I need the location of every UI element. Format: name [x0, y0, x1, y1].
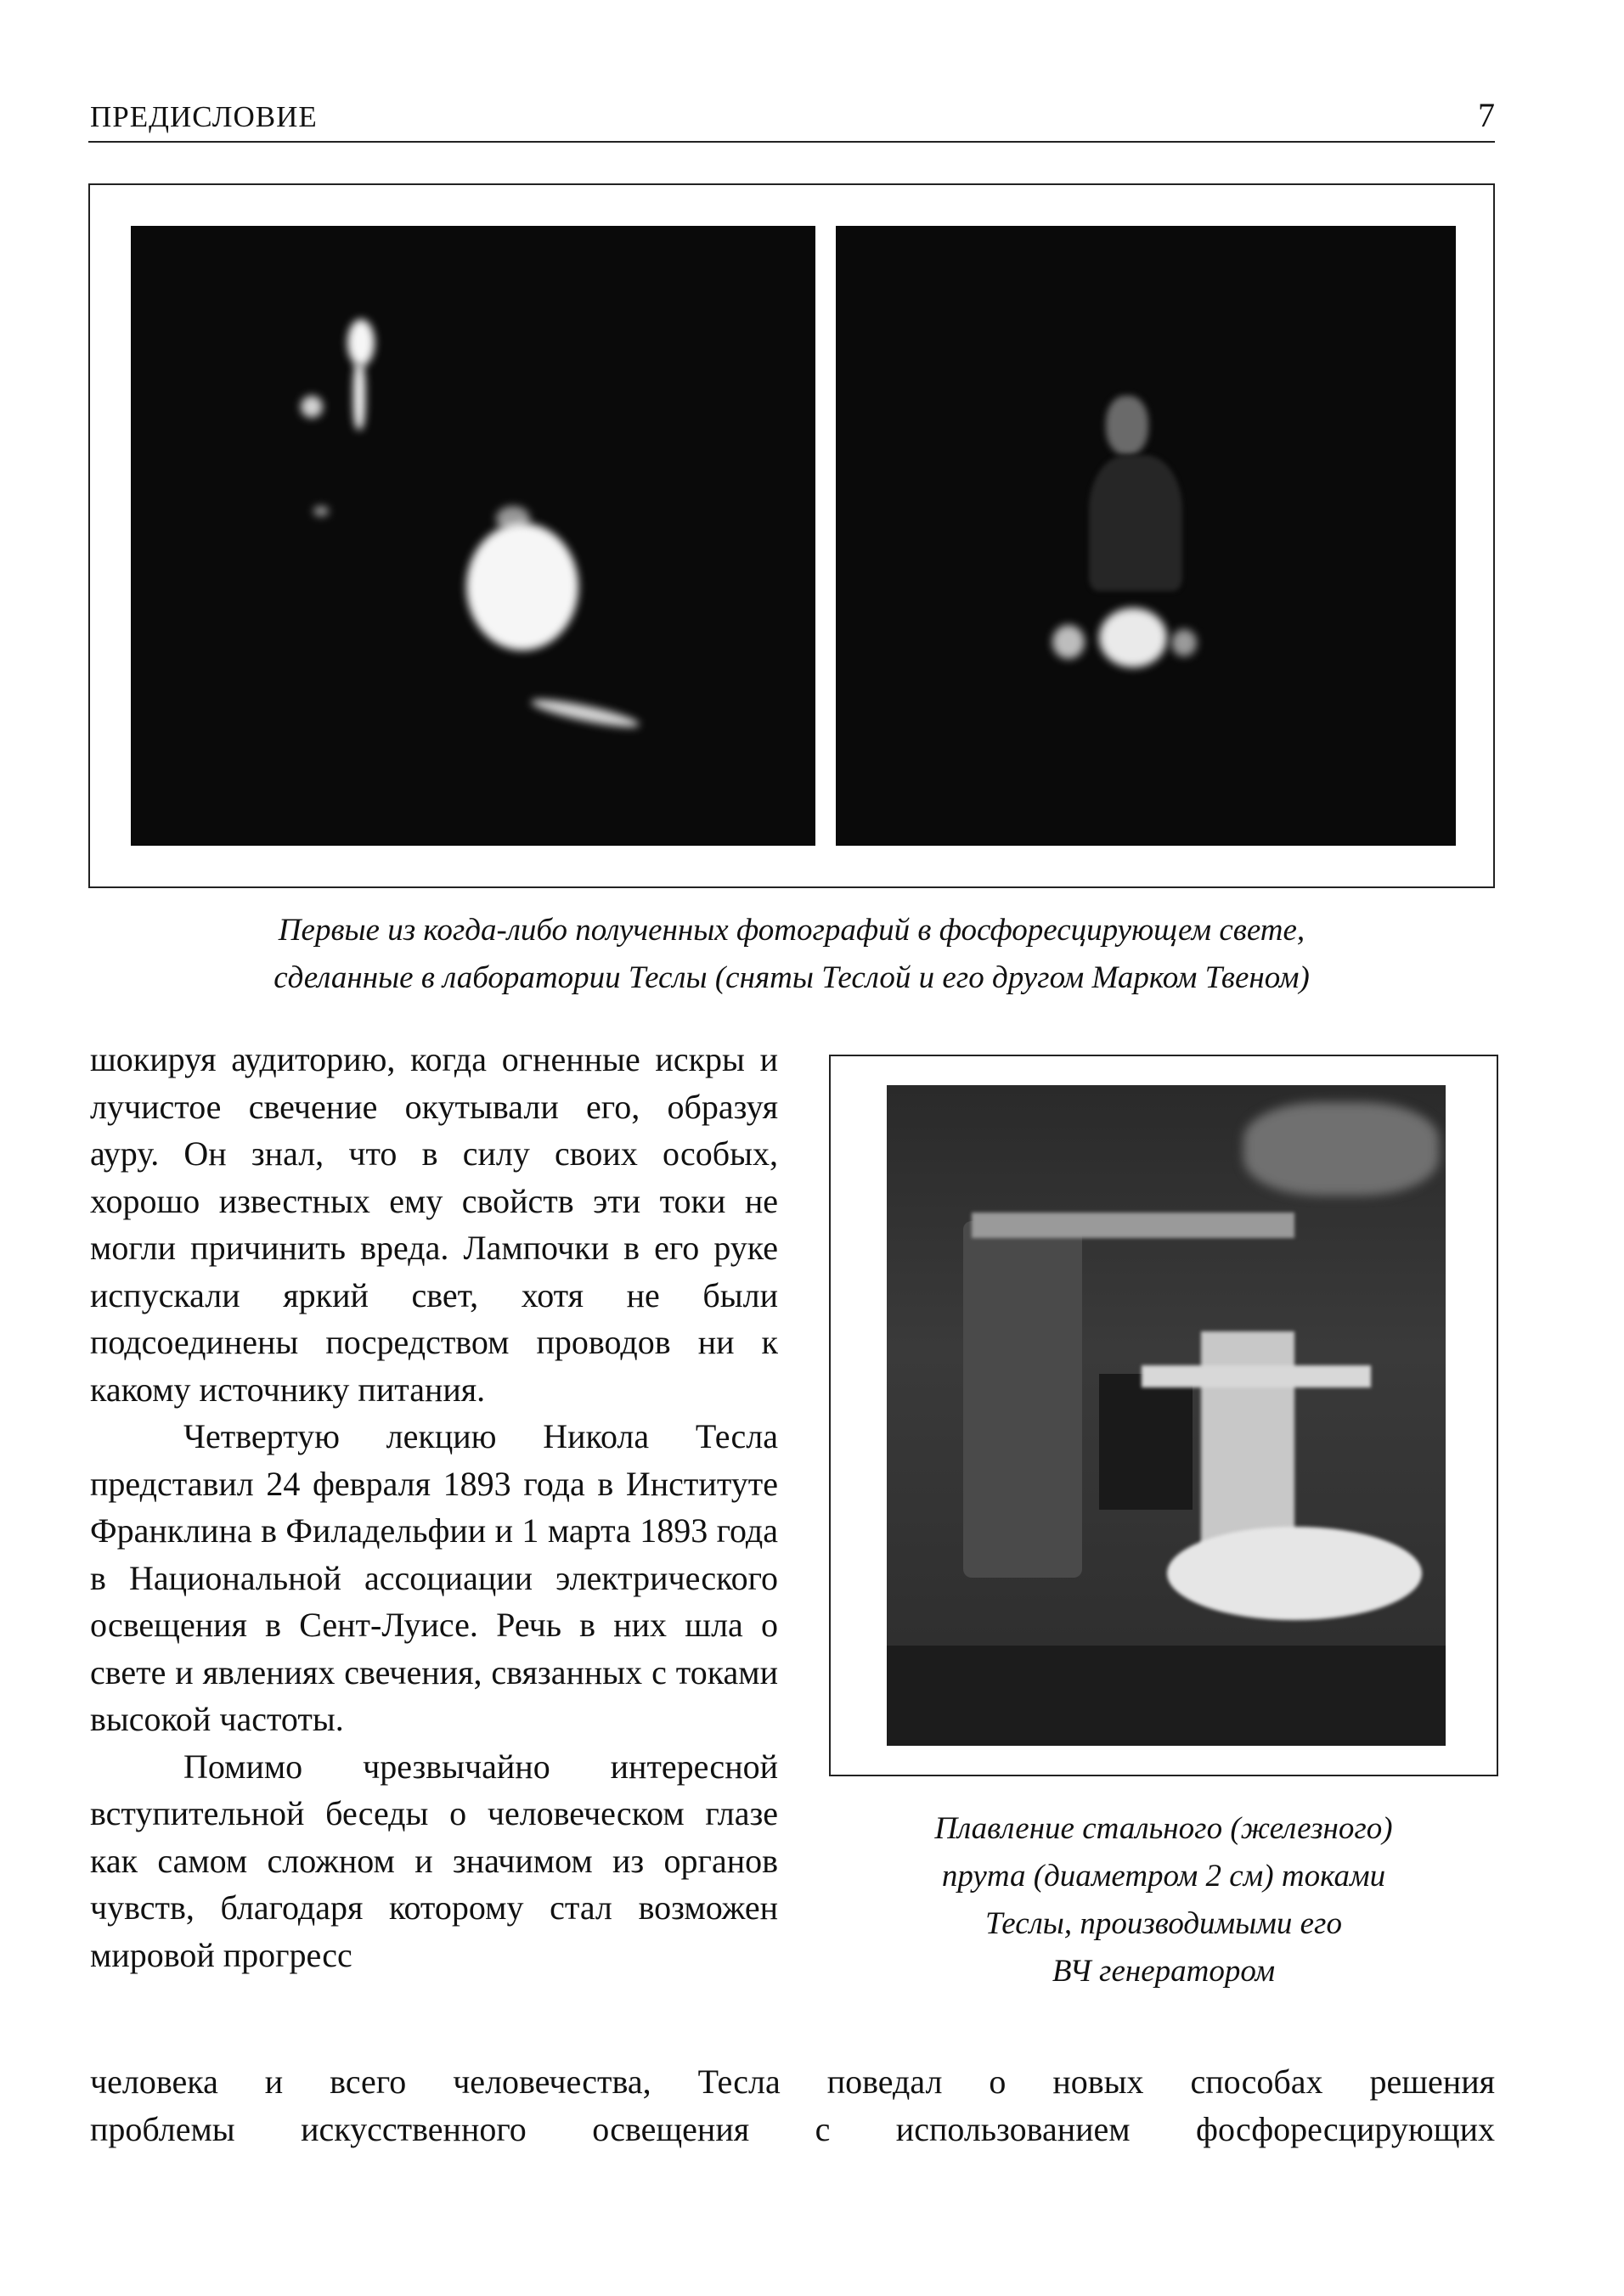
header-rule — [88, 141, 1495, 143]
figure-top-caption — [88, 907, 1495, 1002]
caption-line: Первые из когда-либо полученных фотографий в фосфоресцирующем свете, — [278, 913, 1305, 948]
running-header-title: ПРЕДИСЛОВИЕ — [90, 100, 318, 133]
photo-phosphorescent-light — [131, 226, 815, 846]
body-text-full-width — [90, 2058, 1495, 2152]
caption-line: ВЧ генератором — [1052, 1954, 1276, 1989]
paragraph: шокируя аудиторию, когда огненные искры и лучистое свечение окутывали его, образуя ауру. Он знал, что в силу своих особых, хорошо известных ему свойств эти токи не могли причинить вреда. Лампочки в его руке испускали яркий свет, хотя не были подсоединены посредством проводов ни к какому источнику питания. — [90, 1040, 778, 1409]
caption-line: сделанные в лаборатории Теслы (сняты Теслой и его другом Марком Твеном) — [273, 960, 1310, 995]
paragraph: Четвертую лекцию Никола Тесла представил 24 февраля 1893 года в Институте Франклина в Филадельфии и 1 марта 1893 года в Национальной ассоциации электрического освещения в Сент-Луисе. Речь в них шла о свете и явлениях свечения, связанных с токами высокой частоты. — [90, 1417, 778, 1738]
figure-steel-rod-melting — [829, 1055, 1498, 1776]
caption-line: Теслы, производимыми его — [985, 1906, 1342, 1941]
photo-steel-rod-melting — [887, 1085, 1446, 1746]
paragraph: Помимо чрезвычайно интересной вступительной беседы о человеческом глазе как самом сложном и значимом из органов чувств, благодаря которому стал возможен мировой прогресс — [90, 1747, 778, 1974]
caption-line: прута (диаметром 2 см) токами — [941, 1859, 1386, 1894]
photo-portrait-twain — [836, 226, 1456, 846]
body-text-column — [90, 1036, 778, 1978]
text-line: человека и всего человечества, Тесла поведал о новых способах решения — [90, 2062, 1495, 2101]
text-line: проблемы искусственного освещения с использованием фосфоресцирующих — [90, 2109, 1495, 2148]
page-number: 7 — [1478, 96, 1495, 134]
figure-right-caption — [829, 1805, 1498, 1995]
caption-line: Плавление стального (железного) — [934, 1811, 1393, 1846]
figure-phosphorescent-photos — [88, 183, 1495, 888]
